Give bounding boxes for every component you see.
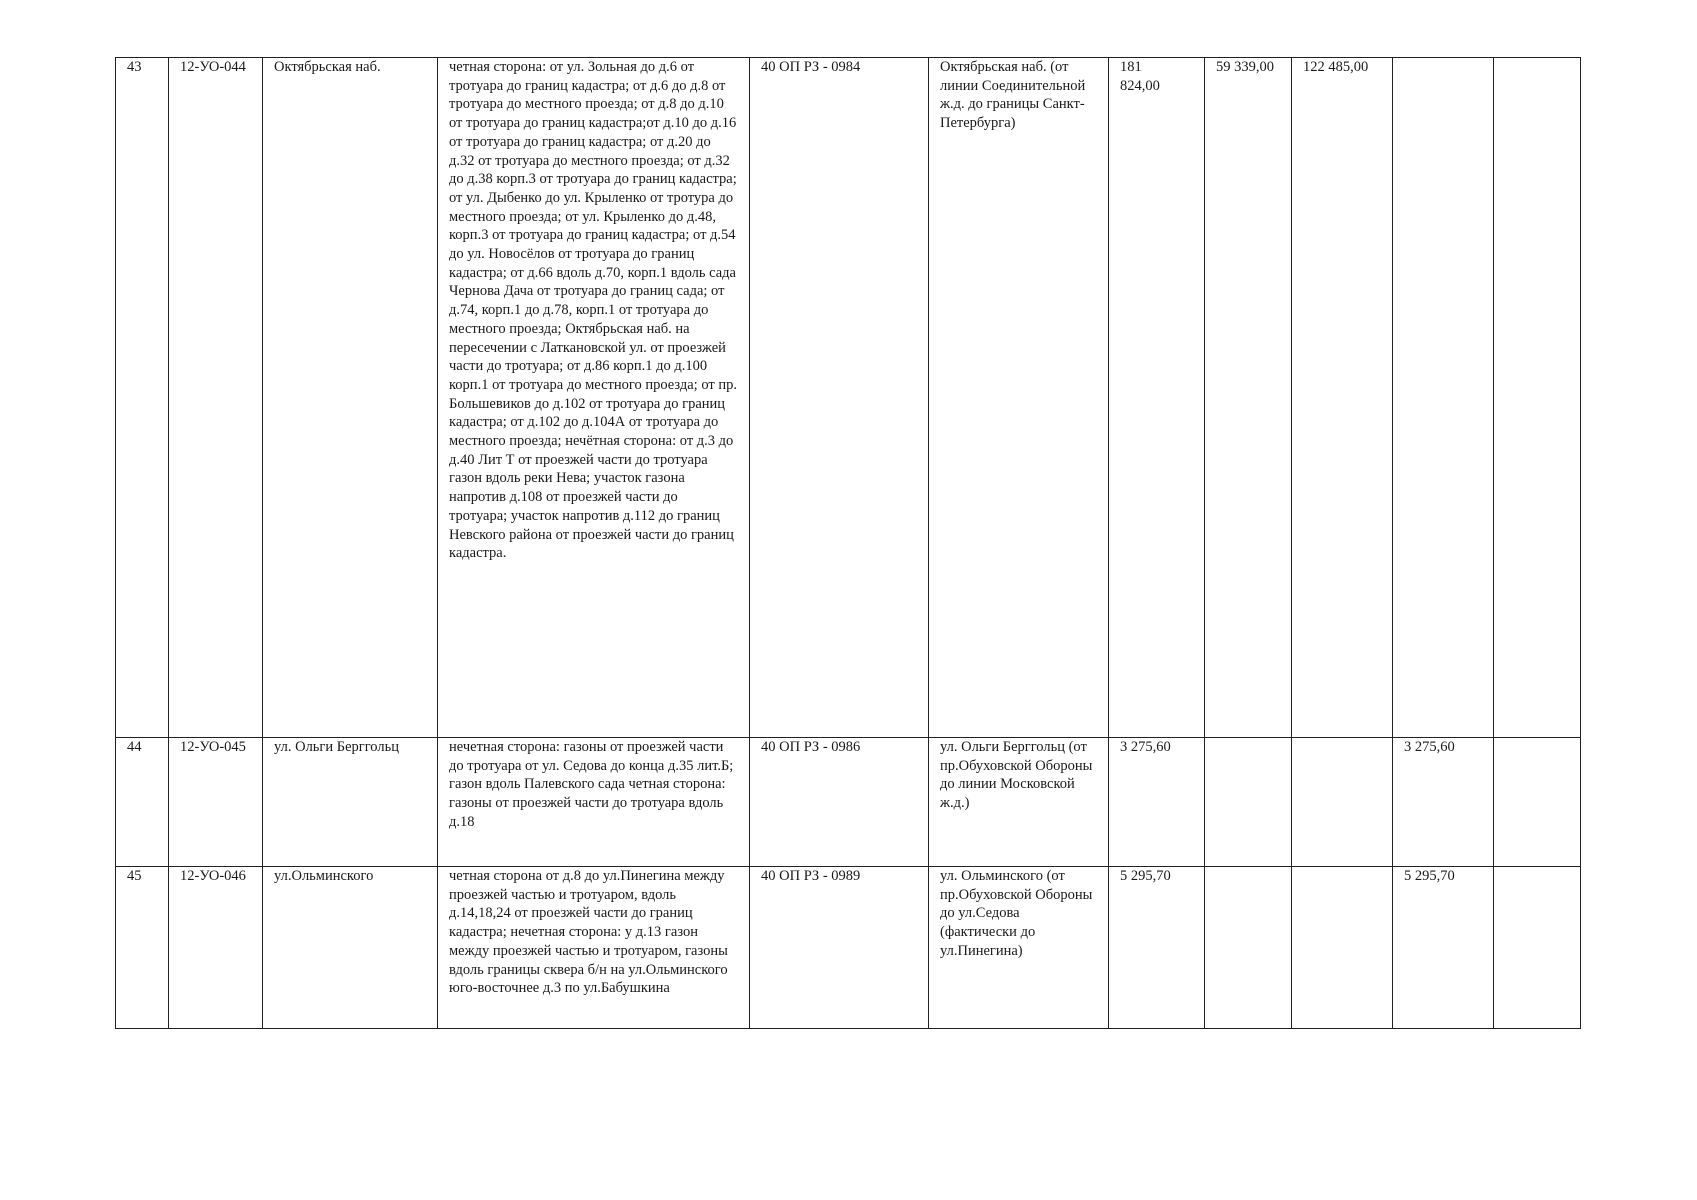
area-b-cell: 122 485,00 bbox=[1292, 58, 1393, 738]
area-total-cell: 3 275,60 bbox=[1109, 738, 1205, 867]
area-b-cell bbox=[1292, 867, 1393, 1029]
road-name-cell: ул. Ольги Берггольц (от пр.Обуховской Обороны до линии Московской ж.д.) bbox=[929, 738, 1109, 867]
area-a-cell bbox=[1205, 867, 1292, 1029]
street-cell: ул.Ольминского bbox=[263, 867, 438, 1029]
road-name-cell: Октябрьская наб. (от линии Соединительной ж.д. до границы Санкт-Петербурга) bbox=[929, 58, 1109, 738]
area-d-cell bbox=[1494, 867, 1581, 1029]
road-name-cell: ул. Ольминского (от пр.Обуховской Обороны до ул.Седова (фактически до ул.Пинегина) bbox=[929, 867, 1109, 1029]
code-cell: 12-УО-045 bbox=[169, 738, 263, 867]
code-cell: 12-УО-046 bbox=[169, 867, 263, 1029]
area-c-cell bbox=[1393, 58, 1494, 738]
row-number-cell: 45 bbox=[116, 867, 169, 1029]
description-cell: нечетная сторона: газоны от проезжей части до тротуара от ул. Седова до конца д.35 лит.Б; газон вдоль Палевского сада четная сторона: газоны от проезжей части до тротуара вдоль д.18 bbox=[438, 738, 750, 867]
street-cell: Октябрьская наб. bbox=[263, 58, 438, 738]
road-id-cell: 40 ОП РЗ - 0984 bbox=[750, 58, 929, 738]
area-d-cell bbox=[1494, 738, 1581, 867]
row-number-cell: 44 bbox=[116, 738, 169, 867]
area-a-cell bbox=[1205, 738, 1292, 867]
area-c-cell: 5 295,70 bbox=[1393, 867, 1494, 1029]
road-id-cell: 40 ОП РЗ - 0986 bbox=[750, 738, 929, 867]
description-cell: четная сторона: от ул. Зольная до д.6 от тротуара до границ кадастра; от д.6 до д.8 от тротуара до местного проезда; от д.8 до д.10 от тротуара до границ кадастра;от д.10 до д.16 от тротуара до границ кадастра; от д.20 до д.32 от тротуара до местного проезда; от д.32 до д.38 корп.3 от тротуара до границ кадастра; от ул. Дыбенко до ул. Крыленко от тротура до местного проезда; от ул. Крыленко до д.48, корп.3 от тротуара до границ кадастра; от д.54 до ул. Новосёлов от тротуара до границ кадастра; от д.66 вдоль д.70, корп.1 вдоль сада Чернова Дача от тротуара до границ сада; от д.74, корп.1 до д.78, корп.1 от тротуара до местного проезда; Октябрьская наб. на пересечении с Латкановской ул. от проезжей части до тротуара; от д.86 корп.1 до д.100 корп.1 от тротуара до местного проезда; от пр. Большевиков до д.102 от тротуара до границ кадастра; от д.102 до д.104А от тротуара до местного проезда; нечётная сторона: от д.3 до д.40 Лит Т от проезжей части до тротуара газон вдоль реки Нева; участок газона напротив д.108 от проезжей части до тротуара; участок напротив д.112 до границ Невского района от проезжей части до границ кадастра. bbox=[438, 58, 750, 738]
area-c-cell: 3 275,60 bbox=[1393, 738, 1494, 867]
area-d-cell bbox=[1494, 58, 1581, 738]
registry-table bbox=[115, 57, 1581, 1029]
area-a-cell: 59 339,00 bbox=[1205, 58, 1292, 738]
code-cell: 12-УО-044 bbox=[169, 58, 263, 738]
area-total-cell: 181 824,00 bbox=[1109, 58, 1205, 738]
table-row bbox=[116, 867, 1581, 1029]
table-row bbox=[116, 58, 1581, 738]
street-cell: ул. Ольги Берггольц bbox=[263, 738, 438, 867]
table-row bbox=[116, 738, 1581, 867]
road-id-cell: 40 ОП РЗ - 0989 bbox=[750, 867, 929, 1029]
row-number-cell: 43 bbox=[116, 58, 169, 738]
description-cell: четная сторона от д.8 до ул.Пинегина между проезжей частью и тротуаром, вдоль д.14,18,24 от проезжей части до границ кадастра; нечетная сторона: у д.13 газон между проезжей частью и тротуаром, газоны вдоль границы сквера б/н на ул.Ольминского юго-восточнее д.3 по ул.Бабушкина bbox=[438, 867, 750, 1029]
area-total-cell: 5 295,70 bbox=[1109, 867, 1205, 1029]
area-b-cell bbox=[1292, 738, 1393, 867]
